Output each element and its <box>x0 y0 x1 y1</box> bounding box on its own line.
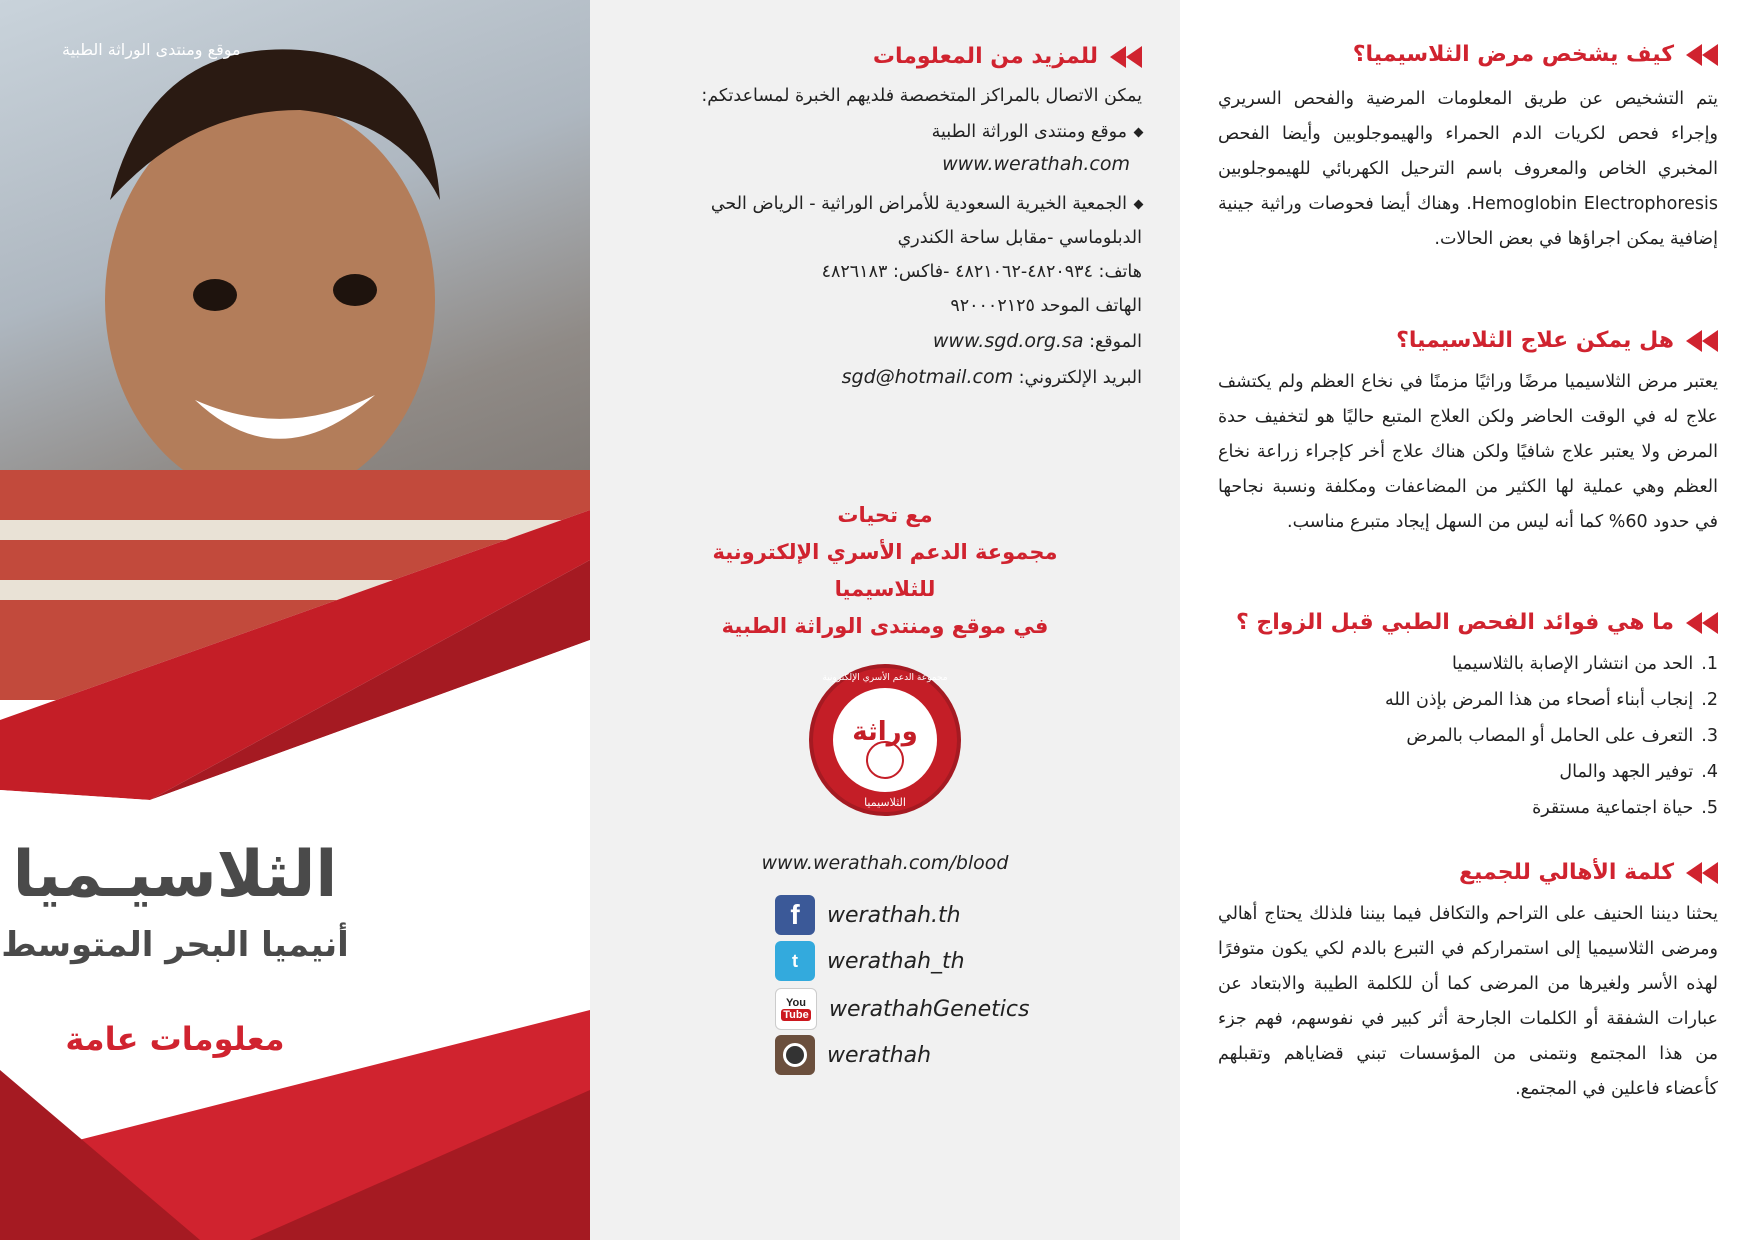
blood-link[interactable]: www.werathah.com/blood <box>761 852 1009 874</box>
greeting-line: في موقع ومنتدى الوراثة الطبية <box>721 614 1049 638</box>
section-title: هل يمكن علاج الثلاسيميا؟ <box>1396 328 1674 353</box>
cover-subtitle: أنيميا البحر المتوسط <box>1 925 349 965</box>
double-arrow-icon <box>1684 862 1718 884</box>
more-info-heading <box>873 44 1142 69</box>
twitter-icon: t <box>775 941 815 981</box>
facebook-icon: f <box>775 895 815 935</box>
list-item: 5. حياة اجتماعية مستقرة <box>1532 798 1718 818</box>
benefits-list <box>1218 646 1718 826</box>
society-email: البريد الإلكتروني: sgd@hotmail.com <box>841 366 1142 388</box>
society-email-link[interactable]: sgd@hotmail.com <box>841 366 1014 388</box>
social-twitter[interactable]: t werathah_th <box>775 941 965 981</box>
section-title: كلمة الأهالي للجميع <box>1459 860 1674 885</box>
section-families-heading <box>1459 860 1718 885</box>
society-address: الدبلوماسي -مقابل ساحة الكندري <box>897 228 1142 248</box>
section-diagnosis-body: يتم التشخيص عن طريق المعلومات المرضية والفحص السريري وإجراء فحص لكريات الدم الحمراء والهيموجلوبين وأيضا الفحص المخبري الخاص والمعروف باسم الترحيل الكهربائي للهيموجلوبين Hemoglobin Electrophoresis. وهناك أيضا فحوصات وراثية جينية إضافية يمكن اجراؤها في بعض الحالات. <box>1218 89 1718 249</box>
section-title: كيف يشخص مرض الثلاسيميا؟ <box>1352 42 1674 67</box>
left-panel <box>0 0 590 1240</box>
cover-top-label: موقع ومنتدى الوراثة الطبية <box>62 40 241 59</box>
society-website-link[interactable]: www.sgd.org.sa <box>932 330 1084 352</box>
more-info-title: للمزيد من المعلومات <box>872 44 1098 69</box>
double-arrow-icon <box>1684 612 1718 634</box>
double-arrow-icon <box>1684 330 1718 352</box>
social-instagram[interactable]: werathah <box>775 1035 931 1075</box>
section-diagnosis-heading <box>1353 42 1718 67</box>
forum-link[interactable]: www.werathah.com <box>942 153 1130 175</box>
double-arrow-icon <box>1108 46 1142 68</box>
info-bullet-forum: موقع ومنتدى الوراثة الطبية <box>932 122 1142 142</box>
section-treatment-heading <box>1396 328 1718 353</box>
social-facebook[interactable]: f werathah.th <box>775 895 961 935</box>
cover-main-title: الثلاسيـميا <box>12 838 338 912</box>
info-bullet-society: الجمعية الخيرية السعودية للأمراض الوراثية - الرياض الحي <box>711 194 1142 214</box>
cover-tagline: معلومات عامة <box>65 1020 285 1058</box>
svg-text:مجموعة الدعم الأسري الإلكتروني: مجموعة الدعم الأسري الإلكترونية <box>822 673 948 683</box>
section-families-body: يحثنا ديننا الحنيف على التراحم والتكافل فيما بيننا فلذلك يحتاج أهالي ومرضى الثلاسيميا إلى استمراركم في التبرع بالدم لكي يكون متوفرًا لهذه الأسر ولغيرها من المرضى كما أن للكلمة الطيبة والابتعاد عن عبارات الشفقة أو الكلمات الجارحة أثر كبير في نفوسهم، فهم جزء من هذا المجتمع ونتمنى من المؤسسات تبني قضاياهم وتقبلهم كأعضاء فاعلين في المجتمع. <box>1218 904 1718 1099</box>
section-benefits-heading <box>1236 610 1718 635</box>
social-youtube[interactable]: You Tube werathahGenetics <box>775 988 1029 1030</box>
bullet-icon <box>1134 199 1144 209</box>
werathah-logo <box>805 660 965 820</box>
instagram-icon <box>775 1035 815 1075</box>
list-item: 1. الحد من انتشار الإصابة بالثلاسيميا <box>1452 654 1718 674</box>
middle-panel <box>590 0 1180 1240</box>
greeting-line: للثلاسيميا <box>834 577 936 601</box>
unified-phone: الهاتف الموحد ٩٢٠٠٠٢١٢٥ <box>950 296 1142 316</box>
section-title: ما هي فوائد الفحص الطبي قبل الزواج ؟ <box>1235 610 1674 635</box>
svg-text:وراثة: وراثة <box>852 717 918 747</box>
list-item: 4. توفير الجهد والمال <box>1559 762 1718 782</box>
list-item: 2. إنجاب أبناء أصحاء من هذا المرض بإذن الله <box>1385 690 1718 710</box>
greeting-line: مجموعة الدعم الأسري الإلكترونية <box>712 540 1058 564</box>
society-website: الموقع: www.sgd.org.sa <box>932 330 1142 352</box>
phone-fax: هاتف: ٤٨٢٠٩٣٤-٤٨٢١٠٦٢ -فاكس: ٤٨٢٦١٨٣ <box>821 262 1142 282</box>
greeting-line: مع تحيات <box>837 503 933 527</box>
right-panel <box>1180 0 1756 1240</box>
double-arrow-icon <box>1684 44 1718 66</box>
info-intro: يمكن الاتصال بالمراكز المتخصصة فلديهم الخبرة لمساعدتكم: <box>701 86 1142 106</box>
list-item: 3. التعرف على الحامل أو المصاب بالمرض <box>1406 726 1718 746</box>
bullet-icon <box>1134 127 1144 137</box>
section-treatment-body: يعتبر مرض الثلاسيميا مرضًا وراثيًا مزمنًا في نخاع العظم ولم يكتشف علاج له في الوقت الحاضر ولكن العلاج المتبع حاليًا هو لتخفيف حدة المرض ولا يعتبر علاج شافيًا ولكن هناك علاج أخر كإجراء زراعة نخاع العظم وهي عملية لها الكثير من المضاعفات ومكلفة ونسبة نجاحها في حدود 60% كما أنه ليس من السهل إيجاد متبرع مناسب. <box>1218 372 1718 532</box>
youtube-icon: You Tube <box>775 988 817 1030</box>
svg-text:الثلاسيميا: الثلاسيميا <box>864 796 906 809</box>
